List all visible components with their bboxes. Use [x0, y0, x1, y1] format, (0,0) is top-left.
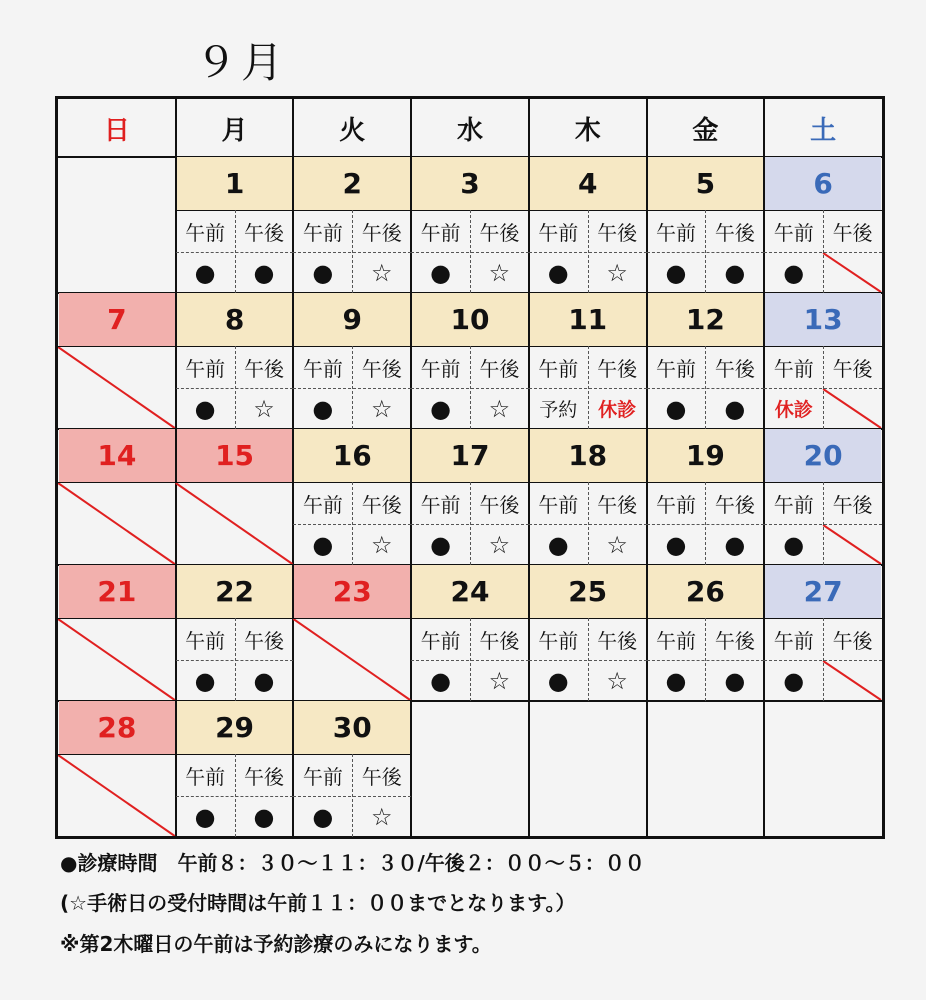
date-cell: 4 — [530, 157, 646, 210]
am-label: 午前 — [185, 356, 226, 381]
am-label: 午前 — [538, 628, 579, 653]
date-underline — [293, 618, 411, 619]
pm-label: 午後 — [832, 220, 873, 245]
weekday-header-thu: 木 — [574, 115, 601, 146]
date-cell: 8 — [177, 293, 293, 346]
pm-label: 午後 — [479, 220, 520, 245]
am-label: 午前 — [420, 492, 461, 517]
am-mark: ● — [665, 666, 687, 695]
pm-mark: ☆ — [606, 666, 628, 695]
am-mark: ● — [312, 802, 334, 831]
calendar — [55, 96, 885, 839]
date-cell: 18 — [530, 429, 646, 482]
am-mark: ● — [194, 258, 216, 287]
pm-mark: ☆ — [488, 258, 511, 287]
closed-slash — [176, 483, 293, 564]
pm-label: 午後 — [243, 764, 284, 789]
am-mark: ● — [430, 394, 452, 423]
date-cell: 27 — [765, 565, 881, 618]
pm-mark: ☆ — [253, 394, 275, 423]
footer-reservation-note: ※第2木曜日の午前は予約診療のみになります。 — [60, 932, 492, 956]
am-label: 午前 — [773, 492, 814, 517]
page-title: ９月 — [195, 38, 288, 87]
am-mark: ● — [783, 530, 805, 559]
date-cell: 26 — [648, 565, 764, 618]
footer-surgery-note: (☆手術日の受付時間は午前１１：００までとなります。） — [60, 891, 576, 915]
weekday-header-mon: 月 — [221, 115, 248, 146]
date-cell: 11 — [530, 293, 646, 346]
date-cell: 25 — [530, 565, 646, 618]
date-cell: 13 — [765, 293, 881, 346]
date-cell: 3 — [412, 157, 528, 210]
am-label: 午前 — [185, 628, 226, 653]
am-label: 午前 — [655, 220, 696, 245]
am-label: 午前 — [302, 356, 343, 381]
date-underline — [58, 346, 176, 347]
pm-mark: ☆ — [606, 530, 628, 559]
pm-mark: ● — [253, 258, 275, 287]
am-mark: ● — [194, 666, 216, 695]
closed-slash — [58, 347, 175, 428]
pm-label: 午後 — [243, 220, 284, 245]
pm-label: 午後 — [832, 356, 873, 381]
am-label: 午前 — [538, 220, 579, 245]
pm-mark: ● — [724, 530, 746, 559]
closed-slash — [823, 661, 881, 700]
date-cell: 24 — [412, 565, 528, 618]
pm-label: 午後 — [243, 628, 284, 653]
pm-mark: ☆ — [488, 530, 511, 559]
closed-slash — [293, 619, 410, 700]
am-label: 午前 — [185, 764, 226, 789]
am-mark: ● — [312, 258, 334, 287]
date-underline — [58, 754, 176, 755]
date-cell: 17 — [412, 429, 528, 482]
pm-mark: ● — [253, 666, 275, 695]
date-cell: 28 — [59, 701, 175, 754]
date-cell: 5 — [648, 157, 764, 210]
closed-slash — [823, 525, 881, 564]
date-cell: 6 — [765, 157, 881, 210]
pm-label: 午後 — [479, 492, 520, 517]
am-mark: ● — [430, 530, 452, 559]
date-cell: 19 — [648, 429, 764, 482]
date-cell: 10 — [412, 293, 528, 346]
date-cell: 23 — [294, 565, 410, 618]
am-label: 午前 — [773, 220, 814, 245]
weekday-header-wed: 水 — [456, 115, 483, 146]
am-mark: ● — [430, 258, 452, 287]
pm-mark: ☆ — [370, 802, 393, 831]
closed-slash — [823, 389, 881, 428]
pm-label: 午後 — [479, 628, 520, 653]
closed-slash — [58, 483, 175, 564]
pm-mark: ☆ — [370, 258, 393, 287]
weekday-header-sun: 日 — [103, 115, 130, 146]
am-label: 午前 — [655, 628, 696, 653]
pm-label: 午後 — [714, 628, 755, 653]
pm-label: 午後 — [361, 492, 402, 517]
closed-slash — [58, 755, 175, 836]
footer-hours: ●診療時間 午前８：３０～１１：３０/午後２：００～５：００ — [60, 851, 645, 875]
date-cell: 20 — [765, 429, 881, 482]
am-mark: ● — [312, 530, 334, 559]
pm-label: 午後 — [714, 492, 755, 517]
am-label: 午前 — [302, 764, 343, 789]
pm-label: 午後 — [361, 220, 402, 245]
am-label: 午前 — [420, 628, 461, 653]
pm-label: 午後 — [832, 628, 873, 653]
pm-label: 午後 — [243, 356, 284, 381]
date-underline — [58, 482, 176, 483]
am-mark: ● — [665, 258, 687, 287]
am-mark: ● — [194, 802, 216, 831]
am-label: 午前 — [773, 628, 814, 653]
date-cell: 30 — [294, 701, 410, 754]
pm-mark: ☆ — [606, 258, 628, 287]
pm-label: 午後 — [714, 356, 755, 381]
date-cell: 29 — [177, 701, 293, 754]
pm-mark: ● — [724, 394, 746, 423]
am-mark: 休診 — [774, 399, 813, 421]
pm-label: 午後 — [832, 492, 873, 517]
pm-mark: ● — [253, 802, 275, 831]
weekday-header-fri: 金 — [692, 115, 719, 146]
pm-label: 午後 — [714, 220, 755, 245]
pm-label: 午後 — [597, 356, 638, 381]
closed-slash — [58, 619, 175, 700]
am-label: 午前 — [420, 356, 461, 381]
am-mark: ● — [547, 666, 569, 695]
am-mark: ● — [547, 530, 569, 559]
pm-label: 午後 — [597, 628, 638, 653]
am-mark: ● — [194, 394, 216, 423]
am-label: 午前 — [538, 492, 579, 517]
date-cell: 7 — [59, 293, 175, 346]
am-mark: ● — [430, 666, 452, 695]
pm-mark: 休診 — [598, 399, 637, 421]
pm-label: 午後 — [479, 356, 520, 381]
weekday-header-tue: 火 — [339, 115, 366, 146]
pm-mark: ☆ — [488, 666, 511, 695]
date-cell: 2 — [294, 157, 410, 210]
date-cell: 14 — [59, 429, 175, 482]
date-cell: 21 — [59, 565, 175, 618]
am-label: 午前 — [655, 356, 696, 381]
am-mark: ● — [783, 666, 805, 695]
date-cell: 1 — [177, 157, 293, 210]
date-cell: 9 — [294, 293, 410, 346]
closed-slash — [823, 253, 881, 292]
am-mark: ● — [665, 530, 687, 559]
date-cell: 22 — [177, 565, 293, 618]
am-label: 午前 — [420, 220, 461, 245]
date-cell: 16 — [294, 429, 410, 482]
pm-label: 午後 — [597, 220, 638, 245]
pm-mark: ☆ — [370, 394, 393, 423]
am-label: 午前 — [773, 356, 814, 381]
date-cell: 12 — [648, 293, 764, 346]
am-mark: ● — [312, 394, 334, 423]
am-mark: ● — [783, 258, 805, 287]
weekday-header-sat: 土 — [810, 115, 837, 146]
am-mark: 予約 — [539, 399, 578, 421]
am-mark: ● — [547, 258, 569, 287]
pm-label: 午後 — [361, 356, 402, 381]
date-underline — [176, 482, 294, 483]
am-mark: ● — [665, 394, 687, 423]
pm-label: 午後 — [361, 764, 402, 789]
pm-label: 午後 — [597, 492, 638, 517]
date-underline — [58, 618, 176, 619]
date-cell: 15 — [177, 429, 293, 482]
am-label: 午前 — [302, 220, 343, 245]
pm-mark: ● — [724, 666, 746, 695]
am-label: 午前 — [302, 492, 343, 517]
pm-mark: ☆ — [488, 394, 511, 423]
am-label: 午前 — [538, 356, 579, 381]
pm-mark: ● — [724, 258, 746, 287]
am-label: 午前 — [185, 220, 226, 245]
am-label: 午前 — [655, 492, 696, 517]
pm-mark: ☆ — [370, 530, 393, 559]
